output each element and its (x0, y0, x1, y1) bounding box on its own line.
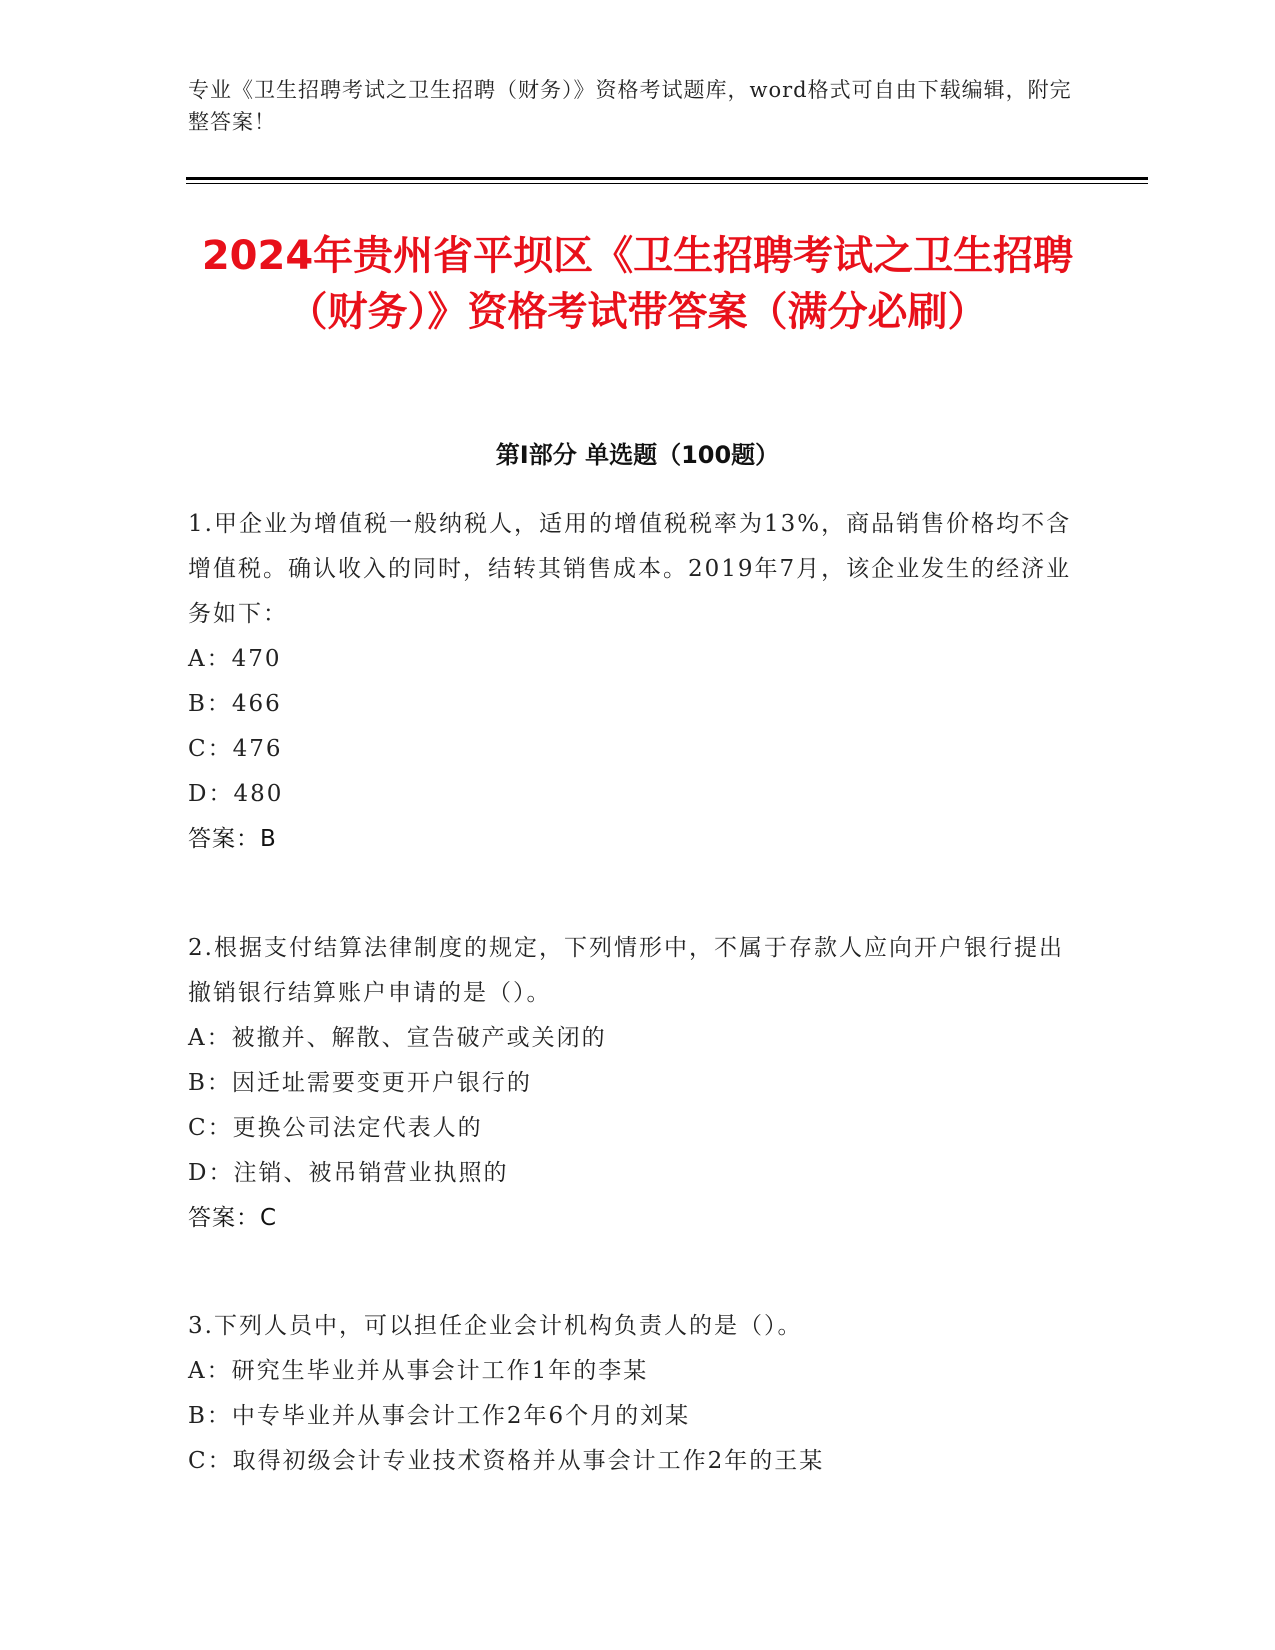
question-1-option-d: D：480 (188, 781, 284, 807)
question-2-answer: 答案：C (188, 1205, 278, 1231)
question-1-option-c: C：476 (188, 736, 283, 762)
question-2-stem: 2.根据支付结算法律制度的规定，下列情形中，不属于存款人应向开户银行提出撤销银行结算账户申请的是（）。 (188, 935, 1064, 1006)
question-2 (188, 926, 1088, 1241)
document-title: 2024年贵州省平坝区《卫生招聘考试之卫生招聘（财务）》资格考试带答案（满分必刷） (201, 233, 1074, 335)
question-2-option-a: A：被撤并、解散、宣告破产或关闭的 (188, 1025, 607, 1051)
question-1-option-b: B：466 (188, 691, 282, 717)
question-3-option-b: B：中专毕业并从事会计工作2年6个月的刘某 (188, 1403, 691, 1429)
header-note: 专业《卫生招聘考试之卫生招聘（财务）》资格考试题库，word格式可自由下载编辑，附完整答案！ (188, 78, 1072, 134)
question-2-option-d: D：注销、被吊销营业执照的 (188, 1160, 509, 1186)
question-1-stem: 1.甲企业为增值税一般纳税人，适用的增值税税率为13%，商品销售价格均不含增值税。确认收入的同时，结转其销售成本。2019年7月，该企业发生的经济业务如下： (188, 511, 1072, 627)
question-1 (188, 502, 1088, 862)
question-2-option-c: C：更换公司法定代表人的 (188, 1115, 483, 1141)
question-3-stem: 3.下列人员中，可以担任企业会计机构负责人的是（）。 (188, 1313, 803, 1339)
question-1-answer: 答案：B (188, 826, 277, 852)
question-3 (188, 1304, 1088, 1484)
header-rule-thin (186, 183, 1148, 184)
question-3-option-c: C：取得初级会计专业技术资格并从事会计工作2年的王某 (188, 1448, 825, 1474)
question-1-option-a: A：470 (188, 646, 282, 672)
question-2-option-b: B：因迁址需要变更开户银行的 (188, 1070, 532, 1096)
question-3-option-a: A：研究生毕业并从事会计工作1年的李某 (188, 1358, 649, 1384)
header-rule-thick (186, 177, 1148, 180)
section-title: 第I部分 单选题（100题） (495, 441, 780, 469)
